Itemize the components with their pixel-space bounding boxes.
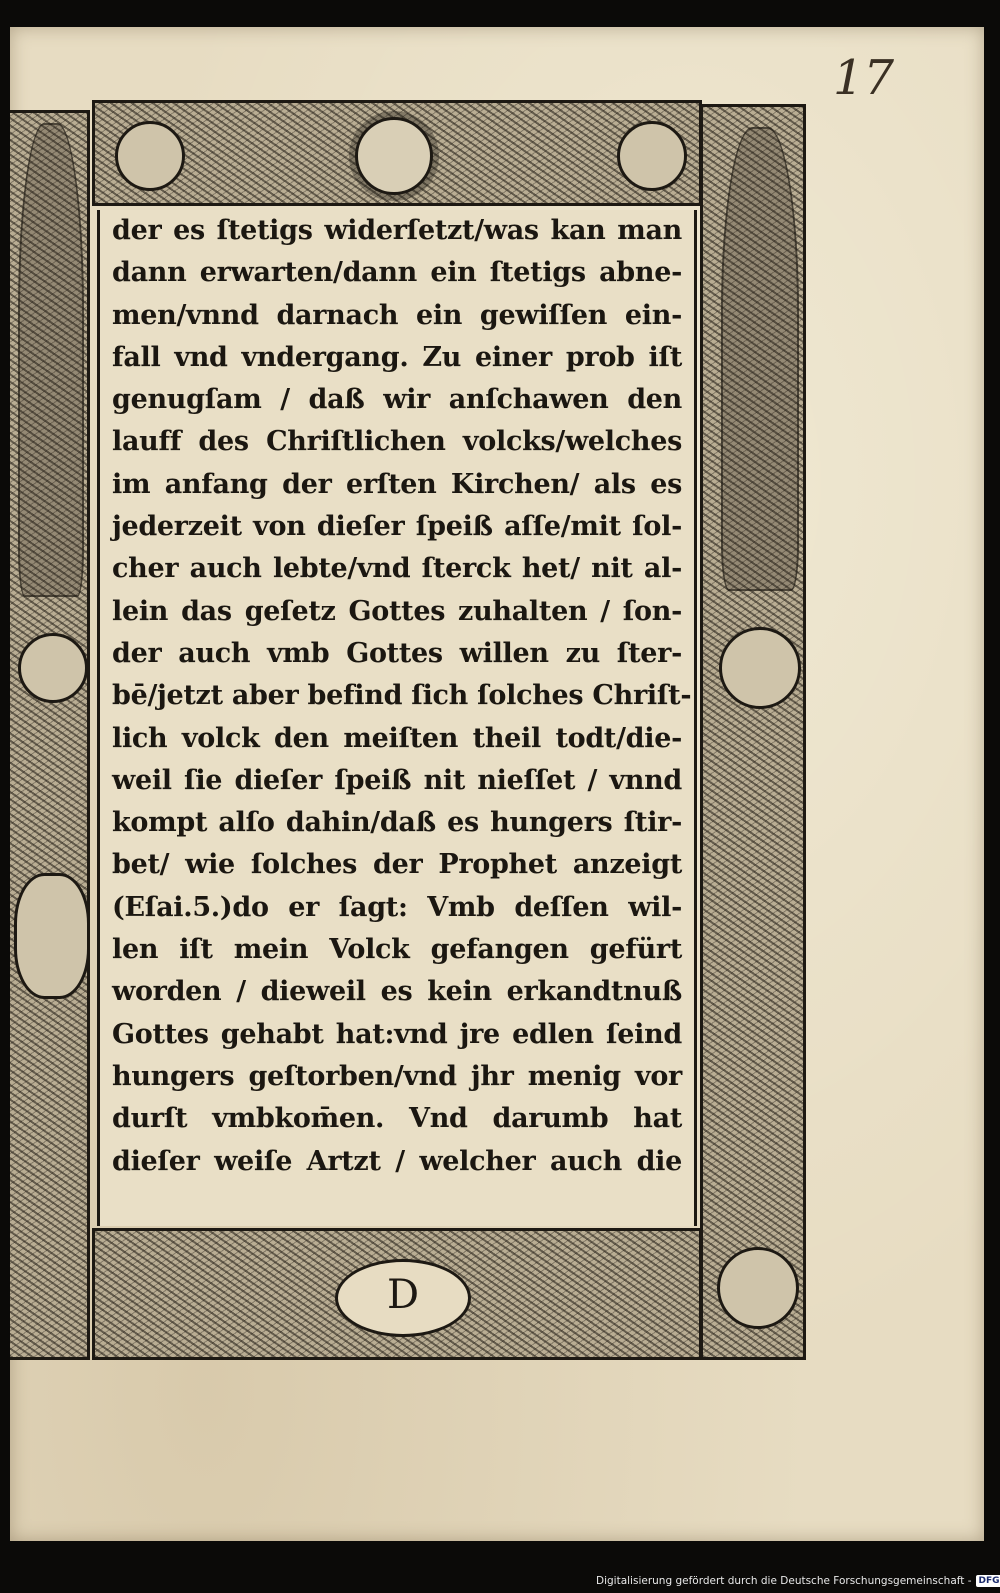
text-line: genugſam / daß wir anſchawen den — [112, 384, 682, 416]
woodcut-border-bottom — [92, 1228, 702, 1360]
folio-number: 17 — [833, 50, 895, 106]
text-line: jederzeit von dieſer ſpeiß aſſe/mit ſol- — [112, 511, 682, 543]
rosette-ornament — [115, 121, 185, 191]
text-line: cher auch lebte/vnd ſterck het/ nit al- — [112, 553, 682, 585]
woodcut-border-right — [700, 104, 806, 1360]
text-line: worden / dieweil es kein erkandtnuß — [112, 976, 682, 1008]
footer-credit-text: Digitalisierung gefördert durch die Deutsche Forschungsgemeinschaft - — [596, 1575, 972, 1587]
text-line: len iſt mein Volck gefangen gefürt — [112, 934, 682, 966]
sun-face-ornament — [355, 117, 433, 195]
text-line: lich volck den meiſten theil todt/die- — [112, 722, 682, 754]
text-line: dieſer weiſe Artzt / welcher auch die — [112, 1145, 682, 1177]
rosette-ornament — [18, 633, 88, 703]
scroll-ornament — [719, 627, 801, 709]
text-line: Gottes gehabt hat:vnd jre edlen ſeind — [112, 1018, 682, 1050]
footer-credit — [596, 1575, 1000, 1587]
text-line: hungers geſtorben/vnd jhr menig vor — [112, 1060, 682, 1092]
text-line: lein das geſetz Gottes zuhalten / ſon- — [112, 595, 682, 627]
text-line: fall vnd vndergang. Zu einer prob iſt — [112, 341, 682, 373]
woodcut-border-top — [92, 100, 702, 206]
text-line: bē/jetzt aber befind ſich ſolches Chriſt- — [112, 680, 692, 712]
text-block — [97, 210, 697, 1226]
text-line: im anfang der erſten Kirchen/ als es — [112, 468, 682, 500]
woodcut-border-left — [10, 110, 90, 1360]
text-line: der es ſtetigs widerſetzt/was kan man — [112, 215, 682, 246]
text-line: lauff des Chriſtlichen volcks/welches — [112, 426, 682, 458]
text-line: kompt alſo dahin/daß es hungers ſtir- — [112, 807, 682, 839]
text-line: men/vnnd darnach ein gewiſſen ein- — [112, 299, 682, 331]
fruit-ornament — [14, 873, 90, 999]
dfg-logo-icon: DFG — [976, 1575, 1000, 1587]
signature-cartouche: D — [335, 1259, 471, 1337]
text-line: der auch vmb Gottes willen zu ſter- — [112, 637, 682, 669]
text-line: weil ſie dieſer ſpeiß nit nieſſet / vnnd — [112, 764, 682, 796]
standing-figure-illustration — [721, 127, 799, 591]
text-line: dann erwarten/dann ein ſtetigs abne- — [112, 257, 682, 289]
text-line: durſt vmbkom̄en. Vnd darumb hat — [112, 1103, 682, 1135]
rosette-ornament — [617, 121, 687, 191]
text-line: bet/ wie ſolches der Prophet anzeigt — [112, 849, 682, 881]
standing-figure-illustration — [18, 123, 84, 597]
flower-ornament — [717, 1247, 799, 1329]
text-line: (Eſai.5.)do er ſagt: Vmb deſſen wil- — [112, 891, 682, 923]
